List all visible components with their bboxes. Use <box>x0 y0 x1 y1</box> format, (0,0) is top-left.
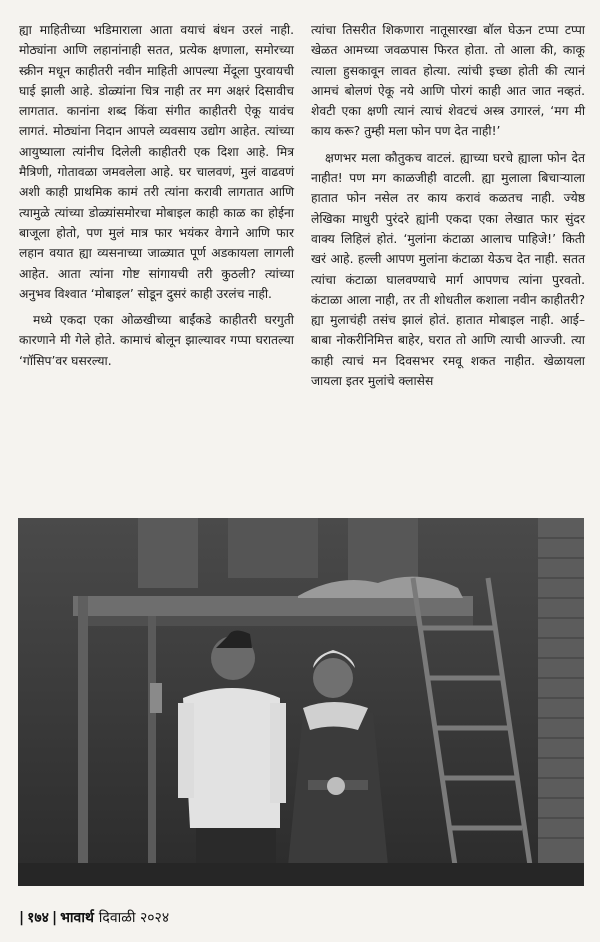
page-footer <box>16 908 169 927</box>
paragraph: मध्ये एकदा एका ओळखीच्या बाईंकडे काहीतरी घरगुती कारणाने मी गेले होते. कामाचं बोलून झाल्यावर गप्पा घरातल्या ‘गॉसिप’वर घसरल्या. <box>19 313 294 368</box>
paragraph: ह्या माहितीच्या भडिमाराला आता वयाचं बंधन उरलं नाही. मोठ्यांना आणि लहानांनाही सतत, प्रत्येक क्षणाला, समोरच्या स्क्रीन मधून काहीतरी नवीन माहिती आपल्या मेंदूला पुरवायची घाई झाली आहे. डोळ्यांना चित्र नाही तर मग अक्षरं दिसावीच लागतात. कानांना शब्द किंवा संगीत काहीतरी ऐकू यावंच लागतं. मोठ्यांना निदान आपले व्यवसाय उद्योग आहेत. त्यांच्या आयुष्याला त्यांनीच दिलेली काहीतरी एक दिशा आहे. मित्र मैत्रिणी, गोतावळा जमवलेला आहे. घर चालवणं, मुलं वाढवणं अशी काही प्राथमिक कामं तरी त्यांना करावी लागतात आणि त्यामुळे त्यांच्या डोळ्यांसमोरचा मोबाइल काही काळ का होईना बाजूला होतो, पण मुलं मात्र फार भयंकर वेगाने आणि फार लहान वयात ह्या व्यसनाच्या जाळ्यात पूर्ण अडकायला लागली आहेत. आता त्यांना गोष्ट सांगायची तरी कुठली? त्यांच्या अनुभव विश्वात ‘मोबाइल’ सोडून दुसरं काही उरलंच नाही. <box>19 23 294 301</box>
footer-divider: | <box>19 910 25 926</box>
stage-photo <box>18 518 584 886</box>
paragraph: क्षणभर मला कौतुकच वाटलं. ह्याच्या घरचे ह्याला फोन देत नाहीत! पण मग काळजीही वाटली. ह्या मुलाला बिचाऱ्याला हातात फोन नसेल तर काय करावं कळतच नाही. ज्येष्ठ लेखिका माधुरी पुरंदरे ह्यांनी एकदा एका लेखात फार सुंदर वाक्य लिहिलं होतं. ‘मुलांना कंटाळा आलाच पाहिजे!’ किती खरं आहे. हल्ली आपण मुलांना कंटाळा येऊच देत नाही. सतत त्यांचा कंटाळा घालवण्याचे मार्ग आपणच त्यांना पुरवतो. कंटाळा आला नाही, तर ती शोधतील कशाला नवीन काहीतरी? ह्या मुलाचंही तसंच झालं होतं. हातात मोबाइल नाही. आई–बाबा नोकरीनिमित्त बाहेर, घरात तो आणि त्याची आज्जी. त्या काही त्याचं मन दिवसभर रमवू शकत नाहीत. खेळायला जायला इतर मुलांचे क्लासेस <box>311 150 585 389</box>
paragraph: त्यांचा तिसरीत शिकणारा नातूसारखा बॉल घेऊन टप्पा टप्पा खेळत आमच्या जवळपास फिरत होता. तो आला की, काकू त्याला हुसकावून लावत होत्या. त्यांची इच्छा होती की त्यानं आमचं बोलणं ऐकू नये आणि पोरगं काही आत जात नव्हतं. शेवटी एका क्षणी त्यानं त्याचं शेवटचं अस्त्र उगारलं, ‘मग मी काय करू? तुम्ही मला फोन पण देत नाही!’ <box>311 23 585 139</box>
page-number: १७४ <box>27 910 49 926</box>
stage-scene-illustration <box>18 518 584 886</box>
article-column-right <box>311 20 585 391</box>
footer-divider: | <box>51 910 58 926</box>
magazine-name: भावार्थ <box>60 910 94 926</box>
article-column-left <box>19 20 294 371</box>
issue-name: दिवाळी २०२४ <box>98 910 170 926</box>
